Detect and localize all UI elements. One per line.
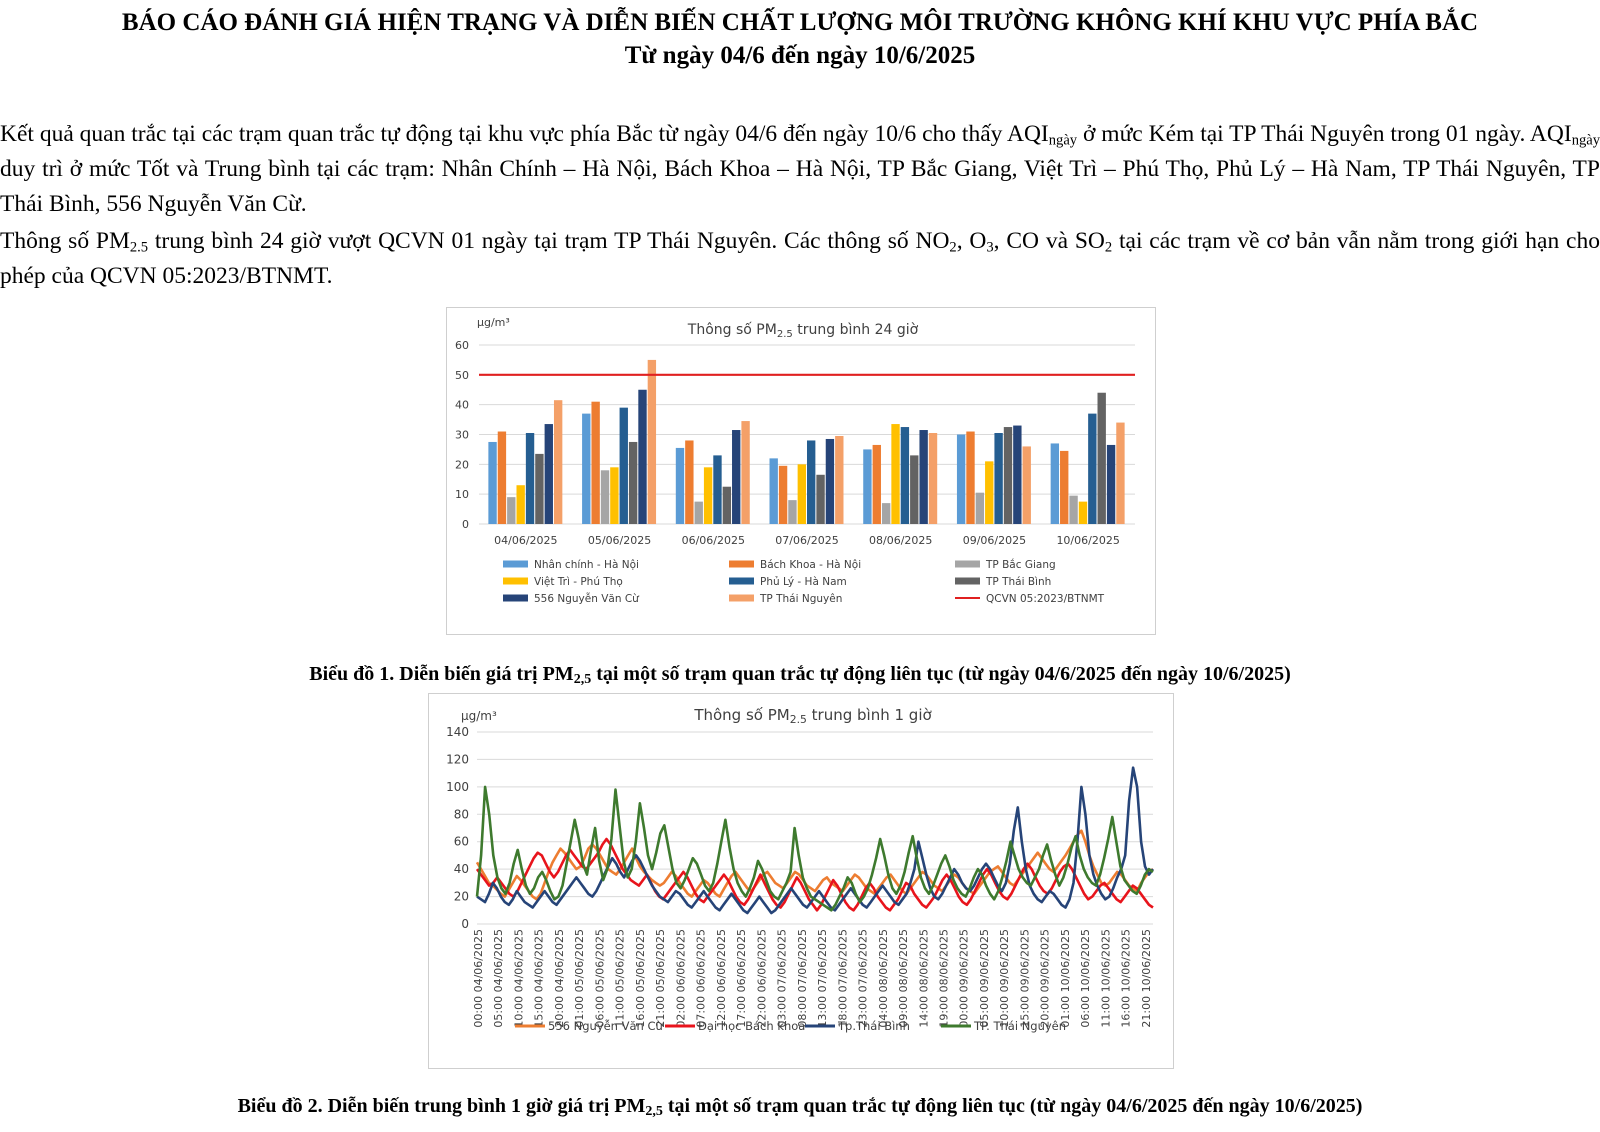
p2-text-d: , CO và SO	[993, 228, 1105, 254]
chart1-legend-swatch	[955, 578, 980, 585]
chart1-bar	[929, 433, 937, 524]
chart2-xtick: 22:00 06/06/2025	[755, 929, 769, 1028]
chart-pm25-1h	[428, 693, 1174, 1069]
chart2-xtick: 16:00 05/06/2025	[633, 929, 647, 1028]
chart1-bar	[1023, 446, 1031, 524]
chart1-xtick-5: 09/06/2025	[962, 534, 1027, 547]
chart2-legend-label: Đại học Bách khoa	[698, 1019, 806, 1033]
chart2-xtick: 11:00 05/06/2025	[613, 929, 627, 1028]
p2-sub-so2: 2	[1104, 239, 1113, 256]
chart2-xtick: 00:00 04/06/2025	[472, 929, 485, 1028]
chart1-bar	[863, 449, 871, 524]
chart1-legend-label: 556 Nguyễn Văn Cừ	[534, 593, 639, 605]
chart-pm25-24h	[446, 307, 1156, 635]
chart2-xtick: 21:00 10/06/2025	[1139, 929, 1153, 1028]
chart1-legend-label: Bách Khoa - Hà Nội	[760, 559, 862, 571]
chart2-xtick: 01:00 10/06/2025	[1058, 929, 1072, 1028]
chart2-xtick: 20:00 09/06/2025	[1038, 929, 1052, 1028]
chart1-bar	[554, 400, 562, 524]
chart1-xtick-2: 06/06/2025	[681, 534, 745, 547]
chart1-bar	[919, 430, 927, 524]
chart2-xtick: 11:00 10/06/2025	[1099, 929, 1113, 1028]
chart1-legend-label: Việt Trì - Phú Thọ	[534, 576, 623, 588]
chart2-xtick: 13:00 07/06/2025	[816, 929, 830, 1028]
chart2-xtick: 04:00 08/06/2025	[876, 929, 890, 1028]
p1-text-a: Kết quả quan trắc tại các trạm quan trắc tự động tại khu vực phía Bắc từ ngày 04/6 đến ngày 10/6 cho thấy AQI	[0, 121, 1049, 147]
p1-sub-ngay-2: ngày	[1571, 132, 1600, 149]
p2-sub-o3: 3	[986, 239, 994, 256]
chart1-bar	[807, 440, 815, 524]
chart1-bar	[488, 442, 496, 524]
chart2-xtick: 02:00 06/06/2025	[674, 929, 688, 1028]
report-title	[0, 6, 1600, 72]
chart1-bar	[741, 421, 749, 524]
p1-sub-ngay-1: ngày	[1048, 132, 1078, 149]
chart2-xtick: 08:00 07/06/2025	[795, 929, 809, 1028]
chart1-legend-swatch	[955, 561, 980, 568]
chart1-bar	[1069, 496, 1077, 524]
chart1-bar	[601, 470, 609, 524]
chart1-bar	[966, 432, 974, 524]
p2-sub-no2: 2	[949, 239, 957, 256]
chart2-ytick-7: 140	[446, 725, 469, 739]
chart1-bar	[891, 424, 899, 524]
chart2-xtick: 14:00 08/06/2025	[917, 929, 931, 1028]
chart1-bar	[723, 487, 731, 524]
chart1-bar	[1060, 451, 1068, 524]
chart1-bar	[976, 493, 984, 524]
chart2-xtick: 20:00 04/06/2025	[553, 929, 566, 1028]
caption1-sub: 2,5	[573, 671, 592, 687]
chart2-ytick-2: 40	[453, 862, 469, 877]
chart1-bar	[526, 433, 534, 524]
chart1-bar	[676, 448, 684, 524]
chart1-bar	[638, 390, 646, 524]
chart1-bar	[648, 360, 656, 524]
report-title-line2: Từ ngày 04/6 đến ngày 10/6/2025	[624, 42, 976, 69]
chart1-bar	[1107, 445, 1115, 524]
chart1-bar	[816, 475, 824, 524]
chart2-xtick: 12:00 06/06/2025	[714, 929, 728, 1028]
chart2-legend-label: TP. Thái Nguyên	[974, 1019, 1067, 1033]
chart1-bar	[1051, 443, 1059, 524]
chart2-ytick-5: 100	[446, 779, 469, 794]
p2-text-e: tại các trạm về cơ bản vẫn nằm trong giới hạn cho phép của QCVN 05:2023/BTNMT.	[0, 228, 1600, 289]
chart1-xtick-4: 08/06/2025	[869, 534, 933, 547]
chart1-legend-swatch	[503, 595, 528, 602]
chart1-xtick-3: 07/06/2025	[775, 534, 839, 547]
chart2-xtick: 19:00 08/06/2025	[937, 929, 951, 1028]
chart2-xtick: 21:00 05/06/2025	[654, 929, 668, 1028]
chart1-bar	[1004, 427, 1012, 524]
chart1-legend-label: Phủ Lý - Hà Nam	[760, 576, 847, 588]
caption1-text-b: tại một số trạm quan trắc tự động liên tục (từ ngày 04/6/2025 đến ngày 10/6/2025)	[591, 663, 1291, 685]
p2-text-c: , O	[956, 228, 987, 254]
chart1-bar	[882, 503, 890, 524]
caption-chart-2	[0, 1093, 1600, 1119]
chart1-bar	[695, 502, 703, 524]
chart-pm25-24h-svg	[447, 308, 1155, 634]
chart-pm25-1h-svg	[429, 694, 1173, 1068]
caption2-text-b: tại một số trạm quan trắc tự động liên tục (từ ngày 04/6/2025 đến ngày 10/6/2025)	[662, 1095, 1363, 1117]
chart1-ytick-2: 20	[455, 458, 469, 472]
chart2-xtick: 15:00 09/06/2025	[1018, 929, 1032, 1028]
chart2-xtick: 07:00 06/06/2025	[694, 929, 708, 1028]
chart1-bar	[1098, 393, 1106, 524]
chart1-legend-label: TP Thái Bình	[986, 576, 1052, 588]
chart1-legend-swatch	[503, 561, 528, 568]
chart2-xtick: 16:00 10/06/2025	[1119, 929, 1133, 1028]
chart1-bar	[591, 402, 599, 524]
chart2-ytick-4: 80	[453, 807, 469, 822]
chart1-bar	[713, 455, 721, 524]
chart1-bar	[1013, 426, 1021, 524]
chart1-title: Thông số $PM_{2.5}$ trung bình 24 giờ	[687, 322, 919, 340]
chart1-ytick-6: 60	[455, 339, 469, 352]
chart1-ytick-5: 50	[455, 368, 469, 382]
p2-sub-25: 2.5	[129, 239, 149, 256]
chart1-ytick-1: 10	[455, 488, 469, 502]
chart1-bar	[1079, 502, 1087, 524]
chart1-legend-label: TP Bắc Giang	[986, 559, 1056, 571]
chart2-xtick: 03:00 07/06/2025	[775, 929, 789, 1028]
chart1-bar	[901, 427, 909, 524]
chart2-xtick: 10:00 04/06/2025	[512, 929, 526, 1028]
chart1-ylabel: µg/m³	[477, 316, 510, 329]
chart1-bar	[835, 436, 843, 524]
chart1-legend-swatch	[729, 595, 754, 602]
chart1-bar	[910, 455, 918, 524]
chart1-bar	[994, 433, 1002, 524]
chart2-ytick-6: 120	[446, 752, 469, 767]
chart1-bar	[516, 485, 524, 524]
paragraph-pm25	[0, 224, 1600, 294]
chart1-legend-swatch	[729, 578, 754, 585]
chart2-xtick: 06:00 10/06/2025	[1079, 929, 1093, 1028]
chart2-title: Thông số $PM_{2.5}$ trung bình 1 giờ	[694, 706, 932, 726]
chart2-xtick: 17:00 06/06/2025	[735, 929, 749, 1028]
chart1-bar	[704, 467, 712, 524]
chart1-bar	[788, 500, 796, 524]
chart1-bar	[610, 467, 618, 524]
chart1-bar	[507, 497, 515, 524]
chart2-legend-label: 556 Nguyễn Văn Cừ	[548, 1019, 663, 1033]
chart2-xtick: 23:00 07/06/2025	[856, 929, 870, 1028]
chart1-xtick-0: 04/06/2025	[494, 534, 558, 547]
chart2-xtick: 10:00 09/06/2025	[998, 929, 1012, 1028]
chart2-ylabel: µg/m³	[461, 709, 497, 723]
chart1-ytick-0: 0	[462, 518, 469, 531]
chart1-legend-swatch	[729, 561, 754, 568]
chart1-bar	[826, 439, 834, 524]
chart2-xtick: 15:00 04/06/2025	[532, 929, 546, 1028]
chart1-bar	[732, 430, 740, 524]
chart1-bar	[985, 461, 993, 524]
paragraph-aqi	[0, 117, 1600, 222]
chart2-ytick-1: 20	[453, 889, 469, 904]
chart1-ytick-3: 30	[455, 428, 469, 442]
chart2-xtick: 09:00 08/06/2025	[897, 929, 910, 1028]
p1-text-b: ở mức Kém tại TP Thái Nguyên trong 01 ngày. AQI	[1077, 121, 1572, 147]
chart1-bar	[498, 432, 506, 524]
chart1-bar	[582, 414, 590, 524]
caption2-sub: 2,5	[645, 1103, 663, 1119]
chart1-bar	[685, 440, 693, 524]
p2-text-b: trung bình 24 giờ vượt QCVN 01 ngày tại trạm TP Thái Nguyên. Các thông số NO	[148, 228, 950, 254]
chart1-bar	[957, 435, 965, 525]
chart2-xtick: 06:00 05/06/2025	[593, 929, 607, 1028]
chart1-legend-label: QCVN 05:2023/BTNMT	[986, 593, 1105, 605]
chart1-xtick-6: 10/06/2025	[1056, 534, 1120, 547]
chart2-legend-label: Tp.Thái Bình	[838, 1019, 910, 1033]
chart2-xtick: 18:00 07/06/2025	[836, 929, 850, 1028]
chart1-bar	[770, 458, 778, 524]
chart1-xtick-1: 05/06/2025	[587, 534, 652, 547]
report-title-line1: BÁO CÁO ĐÁNH GIÁ HIỆN TRẠNG VÀ DIỄN BIẾN CHẤT LƯỢNG MÔI TRƯỜNG KHÔNG KHÍ KHU VỰC PHÍA BẮC	[121, 9, 1479, 36]
chart1-bar	[1088, 414, 1096, 524]
chart1-bar	[779, 466, 787, 524]
chart2-xtick: 00:00 09/06/2025	[957, 929, 971, 1028]
chart2-xtick: 05:00 04/06/2025	[492, 929, 506, 1028]
p1-text-c: duy trì ở mức Tốt và Trung bình tại các trạm: Nhân Chính – Hà Nội, Bách Khoa – Hà Nội, TP Bắc Giang, Việt Trì – Phú Thọ, Phủ Lý – Hà Nam, TP Thái Nguyên, TP Thái Bình, 556 Nguyễn Văn Cừ.	[0, 156, 1600, 217]
chart1-bar	[1116, 423, 1124, 524]
p2-text-a: Thông số PM	[0, 228, 130, 254]
chart1-bar	[620, 408, 628, 524]
chart1-ytick-4: 40	[455, 398, 469, 412]
chart1-legend-swatch	[503, 578, 528, 585]
caption2-text-a: Biểu đồ 2. Diễn biến trung bình 1 giờ giá trị PM	[237, 1095, 646, 1117]
chart1-legend-label: TP Thái Nguyên	[760, 593, 843, 605]
chart2-xtick: 05:00 09/06/2025	[978, 929, 991, 1028]
chart2-ytick-3: 60	[453, 834, 469, 849]
chart1-bar	[798, 464, 806, 524]
chart1-bar	[629, 442, 637, 524]
caption1-text-a: Biểu đồ 1. Diễn biến giá trị PM	[309, 663, 574, 685]
chart2-ytick-0: 0	[461, 917, 469, 931]
chart1-bar	[535, 454, 543, 524]
chart2-xtick: 01:00 05/06/2025	[573, 929, 587, 1028]
chart1-bar	[873, 445, 881, 524]
chart1-legend-label: Nhân chính - Hà Nội	[534, 559, 639, 571]
chart1-bar	[545, 424, 553, 524]
caption-chart-1	[0, 661, 1600, 687]
